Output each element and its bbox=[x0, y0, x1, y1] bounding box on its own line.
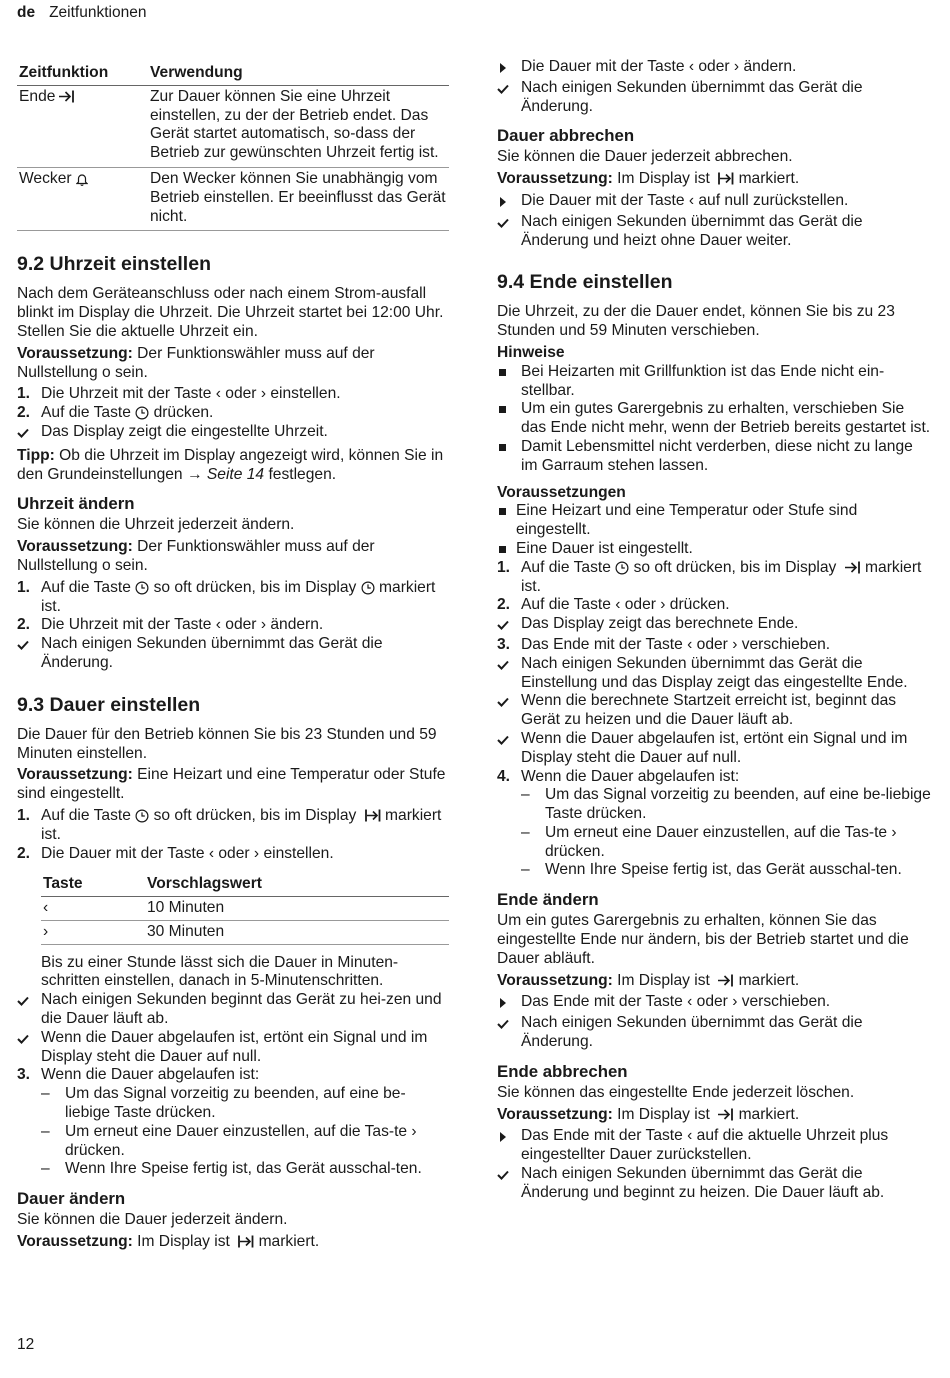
table-cell: ‹ bbox=[41, 897, 145, 921]
check-icon bbox=[17, 991, 41, 1012]
table-cell: Zur Dauer können Sie eine Uhrzeit einstellen, zu der der Betrieb endet. Das Gerät startet automatisch, so-dass der Betrieb zur gewünschten Uhrzeit fertig ist. bbox=[148, 85, 449, 167]
sub-list-item: – Wenn Ihre Speise fertig ist, das Gerät ausschal-ten. bbox=[41, 1160, 422, 1178]
subsection-heading-ende-aendern: Ende ändern bbox=[497, 890, 599, 910]
check-icon bbox=[497, 655, 521, 676]
list-item: Nach einigen Sekunden übernimmt das Gerät die Änderung und beginnt zu heizen. Die Dauer läuft ab. bbox=[497, 1165, 932, 1203]
list-item: Nach einigen Sekunden übernimmt das Gerät die Einstellung und das Display zeigt das eingestellte Ende. bbox=[497, 655, 932, 693]
list-item: Nach einigen Sekunden übernimmt das Gerät die Änderung und heizt ohne Dauer weiter. bbox=[497, 213, 932, 251]
end-time-icon bbox=[717, 1107, 734, 1122]
language-code: de bbox=[17, 4, 36, 21]
list-item: Die Dauer mit der Taste ‹ oder › ändern. bbox=[497, 58, 932, 79]
list-item: Nach einigen Sekunden beginnt das Gerät zu hei-zen und die Dauer läuft ab. bbox=[17, 991, 449, 1029]
table-row bbox=[17, 167, 449, 230]
page-number: 12 bbox=[17, 1336, 35, 1353]
list-item: 2. Auf die Taste ‹ oder › drücken. bbox=[497, 596, 730, 614]
prerequisite: Voraussetzung: Im Display ist markiert. bbox=[17, 1233, 320, 1251]
prerequisite: Voraussetzung: Im Display ist markiert. bbox=[497, 971, 800, 989]
action-arrow-icon bbox=[497, 192, 521, 213]
table-header-value: Vorschlagswert bbox=[145, 869, 449, 896]
page-header bbox=[17, 4, 146, 23]
clock-icon bbox=[135, 406, 149, 420]
table-header-key: Taste bbox=[41, 869, 145, 896]
check-icon bbox=[497, 1165, 521, 1186]
table-header-function: Zeitfunktion bbox=[17, 58, 148, 85]
table-row bbox=[41, 897, 449, 921]
paragraph: Sie können die Dauer jederzeit ändern. bbox=[17, 1211, 288, 1229]
list-item: Um ein gutes Garergebnis zu erhalten, verschieben Sie das Ende nicht mehr, wenn der Betrieb bereits gestartet ist. bbox=[497, 400, 932, 438]
check-icon bbox=[497, 1014, 521, 1035]
paragraph: Sie können die Dauer jederzeit abbrechen. bbox=[497, 148, 793, 166]
suggested-values-table bbox=[41, 869, 449, 944]
clock-icon bbox=[135, 809, 149, 823]
action-arrow-icon bbox=[497, 1127, 521, 1148]
table-header-usage: Verwendung bbox=[148, 58, 449, 85]
paragraph: Die Uhrzeit, zu der die Dauer endet, können Sie bis zu 23 Stunden und 59 Minuten verschieben. bbox=[497, 303, 895, 340]
end-time-icon bbox=[844, 560, 861, 575]
prerequisite: Voraussetzung: Im Display ist markiert. bbox=[497, 1105, 800, 1123]
table-cell: Wecker bbox=[17, 167, 148, 230]
subsection-heading-uhrzeit-aendern: Uhrzeit ändern bbox=[17, 494, 135, 514]
duration-icon bbox=[717, 171, 734, 186]
left-column bbox=[17, 58, 449, 1255]
check-icon bbox=[497, 730, 521, 751]
list-item: 4. Wenn die Dauer abgelaufen ist: bbox=[497, 767, 740, 785]
subsection-heading-dauer-abbrechen: Dauer abbrechen bbox=[497, 126, 635, 146]
paragraph: Um ein gutes Garergebnis zu erhalten, können Sie das eingestellte Ende nur ändern, bis der Betrieb startet und die Dauer abläuft. bbox=[497, 912, 909, 967]
paragraph: Sie können die Uhrzeit jederzeit ändern. bbox=[17, 516, 295, 534]
list-item: 1. Auf die Taste so oft drücken, bis im Display markiert ist. bbox=[17, 806, 442, 843]
sub-list-item: – Um das Signal vorzeitig zu beenden, auf eine be-liebige Taste drücken. bbox=[41, 1085, 406, 1122]
action-arrow-icon bbox=[497, 58, 521, 79]
clock-icon bbox=[135, 581, 149, 595]
page-reference-link[interactable]: Seite 14 bbox=[206, 465, 265, 483]
duration-icon bbox=[364, 808, 381, 823]
subsection-heading-dauer-aendern: Dauer ändern bbox=[17, 1189, 126, 1209]
prerequisites-heading: Voraussetzungen bbox=[497, 483, 626, 501]
section-title: Zeitfunktionen bbox=[49, 4, 147, 21]
list-item: Wenn die Dauer abgelaufen ist, ertönt ein Signal und im Display steht die Dauer auf null. bbox=[17, 1029, 449, 1067]
sub-list-item: – Um das Signal vorzeitig zu beenden, auf eine be-liebige Taste drücken. bbox=[521, 786, 931, 823]
list-item: Eine Heizart und eine Temperatur oder Stufe sind eingestellt. bbox=[497, 502, 932, 540]
table-cell: 10 Minuten bbox=[145, 897, 449, 921]
list-item: 3. Wenn die Dauer abgelaufen ist: bbox=[17, 1066, 260, 1084]
list-item: Das Ende mit der Taste ‹ oder › verschieben. bbox=[497, 993, 932, 1014]
right-column bbox=[497, 58, 932, 1203]
table-cell: Ende bbox=[17, 85, 148, 167]
prerequisite: Voraussetzung: Der Funktionswähler muss auf der Nullstellung o sein. bbox=[17, 344, 375, 381]
subsection-heading-ende-abbrechen: Ende abbrechen bbox=[497, 1061, 628, 1081]
table-cell: Den Wecker können Sie unabhängig vom Betrieb einstellen. Er beeinflusst das Gerät nicht. bbox=[148, 167, 449, 230]
sub-list-item: – Wenn Ihre Speise fertig ist, das Gerät ausschal-ten. bbox=[521, 861, 902, 879]
check-icon bbox=[17, 423, 41, 444]
list-item: Bei Heizarten mit Grillfunktion ist das Ende nicht ein-stellbar. bbox=[497, 363, 932, 401]
time-function-table bbox=[17, 58, 449, 231]
list-item: Das Display zeigt die eingestellte Uhrzeit. bbox=[17, 423, 449, 444]
prerequisite: Voraussetzung: Im Display ist markiert. bbox=[497, 170, 800, 188]
notes-heading: Hinweise bbox=[497, 343, 565, 361]
list-item: Wenn die berechnete Startzeit erreicht ist, beginnt das Gerät zu heizen und die Dauer läuft ab. bbox=[497, 692, 932, 730]
clock-icon bbox=[361, 581, 375, 595]
check-icon bbox=[497, 692, 521, 713]
paragraph: Nach dem Geräteanschluss oder nach einem Strom-ausfall blinkt im Display die Uhrzeit. Die Uhrzeit startet bei 12:00 Uhr. Stellen Sie die aktuelle Uhrzeit ein. bbox=[17, 285, 444, 340]
table-row bbox=[41, 920, 449, 944]
bell-icon bbox=[76, 172, 88, 186]
section-heading-9-3: 9.3 Dauer einstellen bbox=[17, 693, 201, 716]
sub-list-item: – Um erneut eine Dauer einzustellen, auf die Tas-te › drücken. bbox=[41, 1122, 417, 1159]
check-icon bbox=[497, 213, 521, 234]
clock-icon bbox=[615, 561, 629, 575]
table-cell: 30 Minuten bbox=[145, 920, 449, 944]
list-item: Nach einigen Sekunden übernimmt das Gerät die Änderung. bbox=[497, 1014, 932, 1052]
list-item: 2. Die Uhrzeit mit der Taste ‹ oder › ändern. bbox=[17, 616, 324, 634]
list-item: 2. Die Dauer mit der Taste ‹ oder › einstellen. bbox=[17, 844, 334, 862]
list-item: Damit Lebensmittel nicht verderben, diese nicht zu lange im Garraum stehen lassen. bbox=[497, 438, 932, 476]
list-item: Nach einigen Sekunden übernimmt das Gerät die Änderung. bbox=[17, 635, 449, 673]
list-item: Das Ende mit der Taste ‹ auf die aktuelle Uhrzeit plus eingestellter Dauer zurückstellen. bbox=[497, 1127, 932, 1165]
prerequisite: Voraussetzung: Der Funktionswähler muss auf der Nullstellung o sein. bbox=[17, 538, 375, 574]
list-item: 1. Auf die Taste so oft drücken, bis im Display markiert ist. bbox=[17, 578, 436, 615]
action-arrow-icon bbox=[497, 993, 521, 1014]
list-item: Das Display zeigt das berechnete Ende. bbox=[497, 615, 932, 636]
list-item: 3. Das Ende mit der Taste ‹ oder › verschieben. bbox=[497, 635, 831, 653]
sub-list-item: – Um erneut eine Dauer einzustellen, auf die Tas-te › drücken. bbox=[521, 823, 897, 860]
list-item: Wenn die Dauer abgelaufen ist, ertönt ein Signal und im Display steht die Dauer auf null. bbox=[497, 730, 932, 768]
check-icon bbox=[17, 1029, 41, 1050]
section-heading-9-2: 9.2 Uhrzeit einstellen bbox=[17, 253, 211, 276]
section-heading-9-4: 9.4 Ende einstellen bbox=[497, 271, 673, 294]
list-item: 1. Die Uhrzeit mit der Taste ‹ oder › einstellen. bbox=[17, 385, 341, 403]
paragraph: Sie können das eingestellte Ende jederzeit löschen. bbox=[497, 1083, 855, 1101]
step-note: Bis zu einer Stunde lässt sich die Dauer in Minuten-schritten einstellen, danach in 5-Minutenschritten. bbox=[41, 953, 399, 990]
list-item: 1. Auf die Taste so oft drücken, bis im Display markiert ist. bbox=[497, 558, 922, 595]
table-cell: › bbox=[41, 920, 145, 944]
list-item: Die Dauer mit der Taste ‹ auf null zurückstellen. bbox=[497, 192, 932, 213]
check-icon bbox=[497, 79, 521, 100]
end-time-icon bbox=[717, 973, 734, 988]
check-icon bbox=[17, 635, 41, 656]
table-row bbox=[17, 85, 449, 167]
end-time-icon bbox=[58, 89, 75, 104]
duration-icon bbox=[237, 1234, 254, 1249]
paragraph: Die Dauer für den Betrieb können Sie bis 23 Stunden und 59 Minuten einstellen. bbox=[17, 725, 437, 762]
prerequisite: Voraussetzung: Eine Heizart und eine Temperatur oder Stufe sind eingestellt. bbox=[17, 766, 446, 803]
check-icon bbox=[497, 615, 521, 636]
list-item: 2. Auf die Taste drücken. bbox=[17, 404, 214, 422]
list-item: Nach einigen Sekunden übernimmt das Gerät die Änderung. bbox=[497, 79, 932, 117]
list-item: Eine Dauer ist eingestellt. bbox=[497, 540, 932, 559]
tip: Tipp: Ob die Uhrzeit im Display angezeigt wird, können Sie in den Grundeinstellungen → Seite 14 festlegen. bbox=[17, 446, 444, 483]
